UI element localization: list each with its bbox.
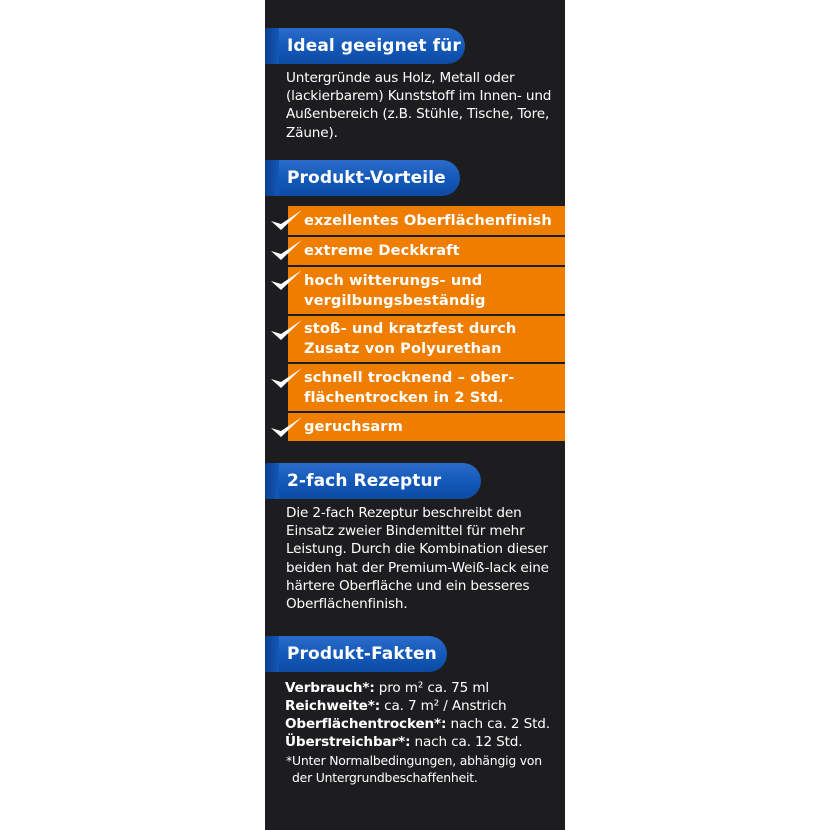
benefit-text: exzellentes Oberflächenfinish xyxy=(304,211,552,229)
fact-row xyxy=(285,715,560,733)
fact-value: nach ca. 12 Std. xyxy=(410,734,523,750)
facts-footnote xyxy=(286,752,561,786)
rezeptur-description: Die 2-fach Rezeptur beschreibt den Einsatz zweier Bindemittel für mehr Leistung. Durch die Kombination dieser beiden hat der Premium-Weiß-lack eine härtere Oberfläche und ein besseres Oberflächenfinish. xyxy=(286,505,549,613)
checkmark-icon xyxy=(268,268,304,294)
checkmark-icon xyxy=(268,238,304,264)
checkmark-icon xyxy=(268,366,304,392)
benefit-text: stoß- und kratzfest durch xyxy=(304,320,517,337)
section-title-fakten: Produkt-Fakten xyxy=(265,636,447,672)
fact-label: Reichweite*: xyxy=(285,698,380,714)
benefit-item xyxy=(288,267,565,314)
fact-value: ca. 7 m² / Anstrich xyxy=(379,698,507,714)
benefit-text: schnell trocknend – ober- xyxy=(304,368,515,386)
benefit-item xyxy=(288,237,565,265)
benefit-item xyxy=(288,316,565,362)
checkmark-icon xyxy=(268,208,304,234)
fact-row xyxy=(285,733,560,751)
section-title-vorteile: Produkt-Vorteile xyxy=(265,160,460,196)
benefit-item xyxy=(288,206,565,235)
checkmark-icon xyxy=(268,415,304,441)
fact-label: Verbrauch*: xyxy=(285,680,375,696)
fact-row xyxy=(285,679,560,697)
footnote-line: *Unter Normalbedingungen, abhängig von xyxy=(286,753,542,768)
fact-label: Überstreichbar*: xyxy=(285,734,411,750)
section-title-ideal: Ideal geeignet für xyxy=(265,28,465,64)
fact-label: Oberflächentrocken*: xyxy=(285,716,447,732)
fact-row xyxy=(285,697,560,715)
benefit-text: vergilbungsbeständig xyxy=(304,291,486,309)
fact-value: nach ca. 2 Std. xyxy=(446,716,550,732)
ideal-description: Untergründe aus Holz, Metall oder (lackierbarem) Kunststoff im Innen- und Außenbereich (z.B. Stühle, Tische, Tore, Zäune). xyxy=(286,70,552,141)
section-title-rezeptur: 2-fach Rezeptur xyxy=(265,463,481,499)
checkmark-icon xyxy=(268,318,304,344)
fact-value: pro m² ca. 75 ml xyxy=(374,680,490,696)
benefit-text: extreme Deckkraft xyxy=(304,242,460,259)
footnote-line: der Untergrundbeschaffenheit. xyxy=(292,770,478,785)
product-facts-list xyxy=(285,679,560,751)
benefit-text: hoch witterungs- und xyxy=(304,271,483,289)
benefit-text: flächentrocken in 2 Std. xyxy=(304,388,504,406)
benefit-text: Zusatz von Polyurethan xyxy=(304,340,502,357)
benefit-text: geruchsarm xyxy=(304,418,403,435)
benefit-item xyxy=(288,364,565,411)
benefit-item xyxy=(288,413,565,441)
